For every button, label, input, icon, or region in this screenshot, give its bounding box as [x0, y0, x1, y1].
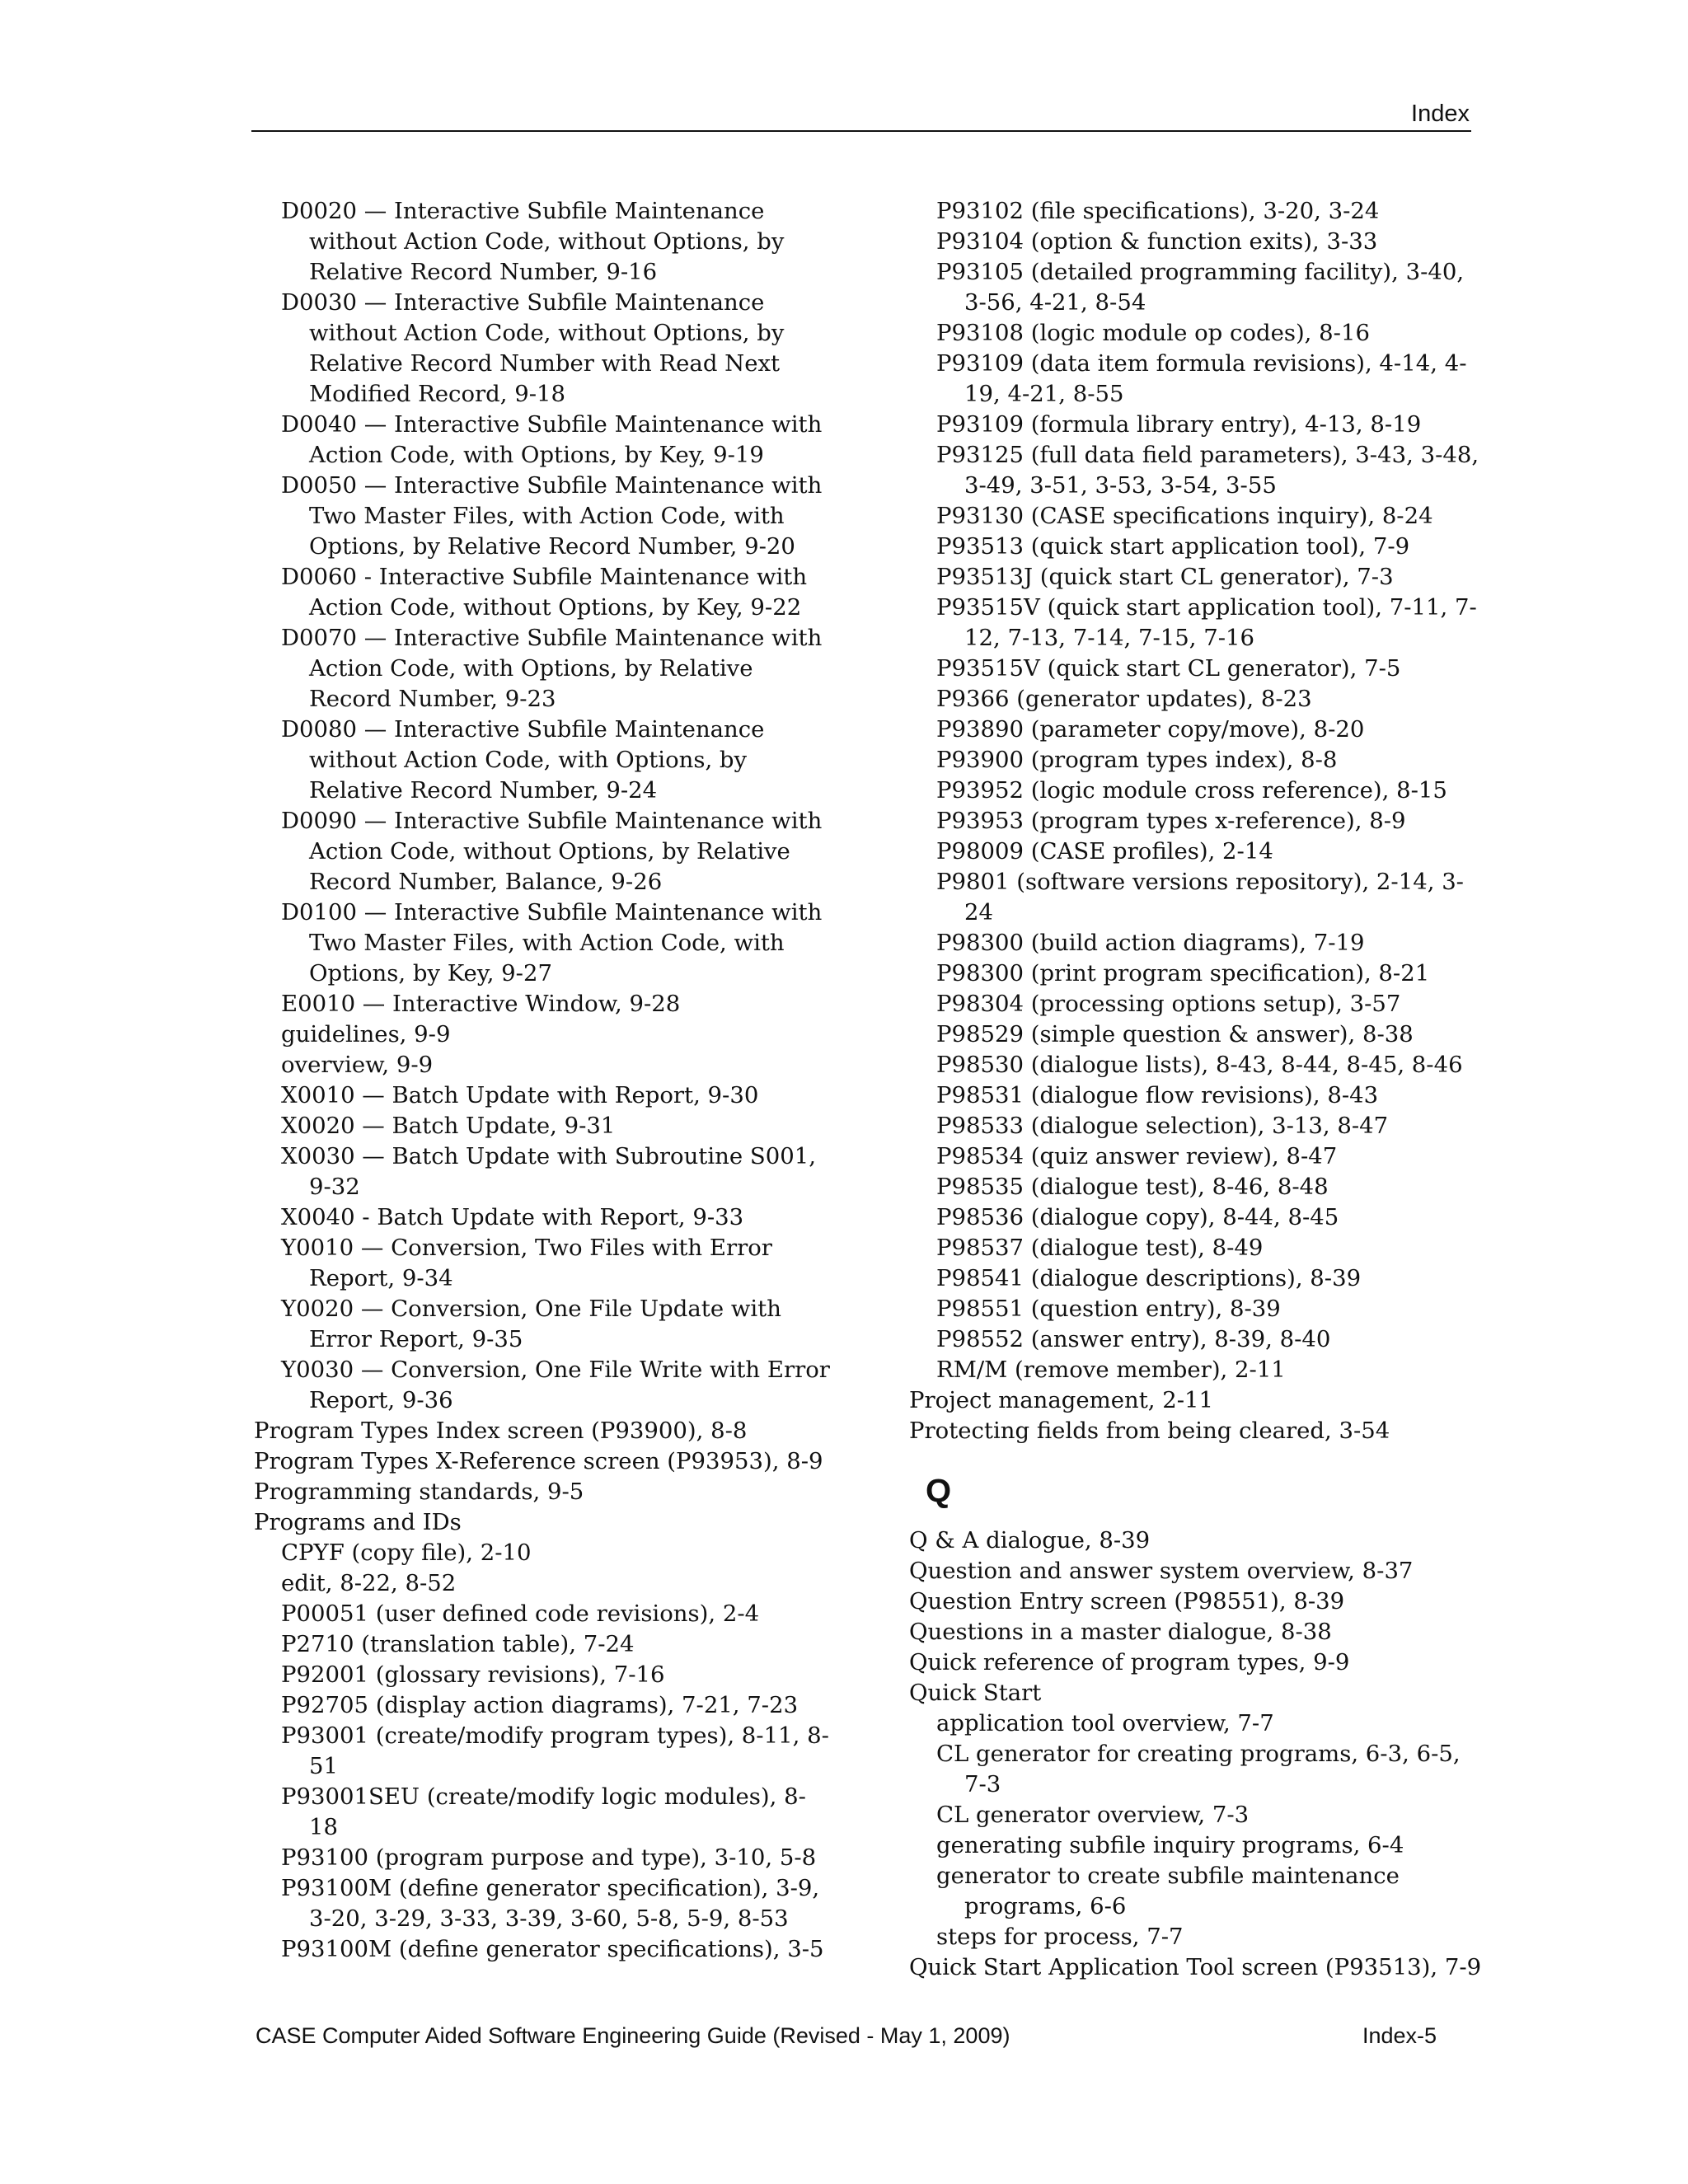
- index-entry: Program Types X-Reference screen (P93953), 8-9: [254, 1448, 823, 1474]
- index-subentry: RM/M (remove member), 2-11: [936, 1357, 1286, 1383]
- index-subentry: D0070 — Interactive Subfile Maintenance with Action Code, with Options, by Relative Record Number, 9-23: [281, 625, 823, 712]
- index-subentry: P93100 (program purpose and type), 3-10, 5-8: [281, 1844, 817, 1871]
- index-subentry: Y0020 — Conversion, One File Update with Error Report, 9-35: [281, 1296, 781, 1352]
- index-entry: Quick reference of program types, 9-9: [909, 1649, 1350, 1675]
- index-subentry: P93108 (logic module op codes), 8-16: [936, 320, 1370, 346]
- index-subentry: P9801 (software versions repository), 2-14, 3-24: [936, 869, 1464, 926]
- running-header: Index: [1411, 101, 1470, 127]
- index-column-left: [254, 196, 831, 1965]
- index-entry: Programs and IDs: [254, 1509, 462, 1535]
- index-subentry: Y0030 — Conversion, One File Write with Error Report, 9-36: [281, 1357, 830, 1413]
- index-subentry: P93890 (parameter copy/move), 8-20: [936, 716, 1365, 743]
- index-subentry: P9366 (generator updates), 8-23: [936, 686, 1312, 712]
- index-subentry: P98300 (print program specification), 8-21: [936, 960, 1430, 987]
- index-subentry: steps for process, 7-7: [936, 1924, 1184, 1950]
- index-subentry: P93109 (formula library entry), 4-13, 8-19: [936, 411, 1422, 438]
- index-subentry: CPYF (copy file), 2-10: [281, 1540, 532, 1566]
- index-subentry: D0090 — Interactive Subfile Maintenance with Action Code, without Options, by Relative Record Number, Balance, 9-26: [281, 808, 823, 895]
- index-subentry: P93513J (quick start CL generator), 7-3: [936, 564, 1394, 590]
- index-subentry: P93001 (create/modify program types), 8-11, 8-51: [281, 1722, 829, 1779]
- header-rule: [251, 130, 1471, 132]
- index-subentry: P98304 (processing options setup), 3-57: [936, 991, 1401, 1017]
- index-subentry: P93513 (quick start application tool), 7-9: [936, 533, 1410, 560]
- index-subentry: P98534 (quiz answer review), 8-47: [936, 1143, 1338, 1169]
- index-subentry: P98537 (dialogue test), 8-49: [936, 1235, 1264, 1261]
- index-subentry: CL generator overview, 7-3: [936, 1802, 1250, 1828]
- index-subentry: X0040 - Batch Update with Report, 9-33: [281, 1204, 744, 1230]
- index-subentry: P93102 (file specifications), 3-20, 3-24: [936, 198, 1380, 224]
- index-subentry: P93515V (quick start CL generator), 7-5: [936, 655, 1401, 682]
- index-subentry: P93001SEU (create/modify logic modules), 8-18: [281, 1783, 806, 1840]
- index-subentry: P93105 (detailed programming facility), 3-40, 3-56, 4-21, 8-54: [936, 259, 1465, 316]
- index-subentry: P93952 (logic module cross reference), 8-15: [936, 777, 1447, 804]
- index-subentry: edit, 8-22, 8-52: [281, 1570, 457, 1596]
- index-subentry: P92001 (glossary revisions), 7-16: [281, 1661, 665, 1688]
- index-column-right: [909, 196, 1486, 1983]
- index-subentry: P98536 (dialogue copy), 8-44, 8-45: [936, 1204, 1339, 1230]
- index-entry: Question and answer system overview, 8-37: [909, 1558, 1414, 1584]
- section-letter: Q: [926, 1473, 952, 1509]
- index-subentry: D0020 — Interactive Subfile Maintenance without Action Code, without Options, by Relative Record Number, 9-16: [281, 198, 785, 285]
- index-subentry: overview, 9-9: [281, 1052, 434, 1078]
- index-subentry: P98541 (dialogue descriptions), 8-39: [936, 1265, 1362, 1291]
- index-subentry: P98530 (dialogue lists), 8-43, 8-44, 8-45, 8-46: [936, 1052, 1463, 1078]
- index-subentry: P93515V (quick start application tool), 7-11, 7-12, 7-13, 7-14, 7-15, 7-16: [936, 594, 1477, 651]
- index-subentry: D0040 — Interactive Subfile Maintenance with Action Code, with Options, by Key, 9-19: [281, 411, 823, 468]
- index-subentry: D0100 — Interactive Subfile Maintenance with Two Master Files, with Action Code, with Options, by Key, 9-27: [281, 899, 823, 987]
- index-subentry: D0030 — Interactive Subfile Maintenance without Action Code, without Options, by Relative Record Number with Read Next Modified Record, 9-18: [281, 289, 785, 407]
- index-subentry: guidelines, 9-9: [281, 1021, 451, 1047]
- index-subentry: P93100M (define generator specifications), 3-5: [281, 1936, 824, 1962]
- index-subentry: P98009 (CASE profiles), 2-14: [936, 838, 1273, 865]
- index-subentry: P98533 (dialogue selection), 3-13, 8-47: [936, 1113, 1389, 1139]
- index-subentry: P98531 (dialogue flow revisions), 8-43: [936, 1082, 1379, 1108]
- index-entry: Question Entry screen (P98551), 8-39: [909, 1588, 1345, 1615]
- index-subentry: P93109 (data item formula revisions), 4-14, 4-19, 4-21, 8-55: [936, 350, 1467, 407]
- index-subentry: CL generator for creating programs, 6-3, 6-5, 7-3: [936, 1741, 1461, 1797]
- index-subentry: P93100M (define generator specification), 3-9, 3-20, 3-29, 3-33, 3-39, 3-60, 5-8, 5-9, 8-53: [281, 1875, 820, 1932]
- index-subentry: X0020 — Batch Update, 9-31: [281, 1113, 616, 1139]
- index-subentry: P93104 (option & function exits), 3-33: [936, 228, 1378, 255]
- index-subentry: P93953 (program types x-reference), 8-9: [936, 808, 1406, 834]
- index-subentry: application tool overview, 7-7: [936, 1710, 1274, 1736]
- index-subentry: D0050 — Interactive Subfile Maintenance with Two Master Files, with Action Code, with Options, by Relative Record Number, 9-20: [281, 472, 823, 560]
- index-subentry: X0010 — Batch Update with Report, 9-30: [281, 1082, 759, 1108]
- index-entry: Programming standards, 9-5: [254, 1479, 584, 1505]
- index-subentry: D0060 - Interactive Subfile Maintenance with Action Code, without Options, by Key, 9-22: [281, 564, 808, 621]
- index-subentry: P92705 (display action diagrams), 7-21, 7-23: [281, 1692, 799, 1718]
- index-subentry: P98529 (simple question & answer), 8-38: [936, 1021, 1414, 1047]
- index-subentry: E0010 — Interactive Window, 9-28: [281, 991, 681, 1017]
- index-subentry: P93125 (full data field parameters), 3-43, 3-48, 3-49, 3-51, 3-53, 3-54, 3-55: [936, 442, 1479, 499]
- index-subentry: P98552 (answer entry), 8-39, 8-40: [936, 1326, 1331, 1352]
- footer-title: CASE Computer Aided Software Engineering Guide (Revised - May 1, 2009): [256, 2023, 1010, 2048]
- index-subentry: P93130 (CASE specifications inquiry), 8-24: [936, 503, 1433, 529]
- index-entry: Program Types Index screen (P93900), 8-8: [254, 1418, 748, 1444]
- index-subentry: P98551 (question entry), 8-39: [936, 1296, 1281, 1322]
- index-subentry: Y0010 — Conversion, Two Files with Error Report, 9-34: [281, 1235, 772, 1291]
- page-number: Index-5: [1362, 2023, 1437, 2048]
- index-entry: Questions in a master dialogue, 8-38: [909, 1619, 1332, 1645]
- index-subentry: generator to create subfile maintenance programs, 6-6: [936, 1863, 1400, 1919]
- index-entry: Project management, 2-11: [909, 1387, 1214, 1413]
- index-entry: Q & A dialogue, 8-39: [909, 1527, 1151, 1554]
- index-subentry: P98300 (build action diagrams), 7-19: [936, 930, 1365, 956]
- index-subentry: P98535 (dialogue test), 8-46, 8-48: [936, 1174, 1329, 1200]
- index-subentry: X0030 — Batch Update with Subroutine S001, 9-32: [281, 1143, 816, 1200]
- index-subentry: D0080 — Interactive Subfile Maintenance without Action Code, with Options, by Relative Record Number, 9-24: [281, 716, 765, 804]
- index-entry: Protecting fields from being cleared, 3-54: [909, 1418, 1390, 1444]
- index-subentry: generating subfile inquiry programs, 6-4: [936, 1832, 1404, 1858]
- index-entry: Quick Start: [909, 1680, 1042, 1706]
- index-entry: Quick Start Application Tool screen (P93513), 7-9: [909, 1954, 1482, 1980]
- index-subentry: P2710 (translation table), 7-24: [281, 1631, 635, 1657]
- index-subentry: P93900 (program types index), 8-8: [936, 747, 1338, 773]
- index-subentry: P00051 (user defined code revisions), 2-4: [281, 1601, 760, 1627]
